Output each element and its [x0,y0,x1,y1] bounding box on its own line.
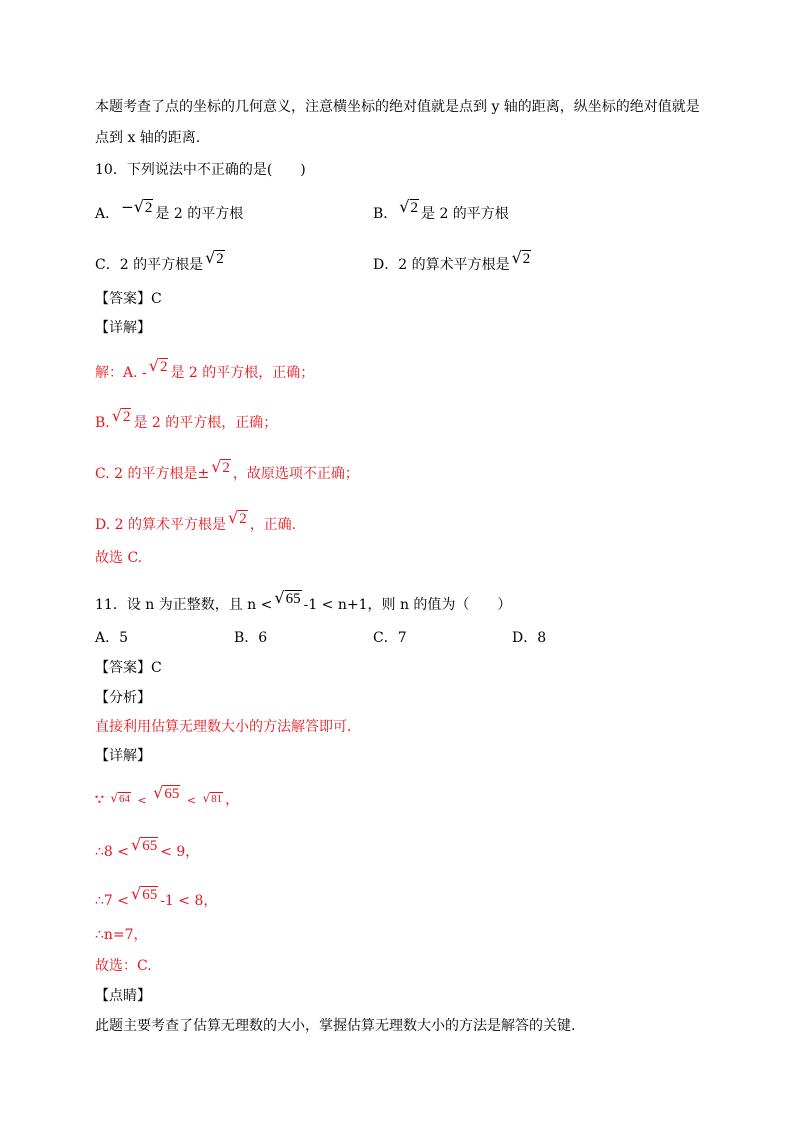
sqrt-expression: √2 [511,248,531,267]
sqrt-expression: √65 [131,884,158,903]
sqrt-expression: √2 [205,248,224,267]
q11-option-a: A．5 [95,630,129,646]
q11-option-b: B．6 [234,630,268,646]
q11-analysis: 直接利用估算无理数大小的方法解答即可. [95,719,352,735]
q11-analysis-heading: 【分析】 [95,690,151,706]
q11-option-c: C．7 [373,630,407,646]
sqrt-expression: √2 [227,508,247,527]
intro-line-1: 本题考查了点的坐标的几何意义，注意横坐标的绝对值就是点到 y 轴的距离，纵坐标的绝对值就是 [95,99,700,115]
q10-conclusion: 故选 C. [95,550,143,566]
q10-detail-b: B. √2 是 2 的平方根，正确； [95,406,278,431]
q11-option-d: D．8 [512,630,547,646]
sqrt-expression: √2 [399,197,418,216]
sqrt-expression: √81 [202,791,223,805]
q11-answer: 【答案】C [95,660,162,676]
q11-step-4: ∴n=7， [95,927,148,943]
q11-step-3: ∴7 < √65 -1 < 8， [95,884,218,909]
q10-stem: 10．下列说法中不正确的是( ) [95,162,306,178]
q10-answer: 【答案】C [95,291,162,307]
q11-comment-heading: 【点睛】 [95,988,151,1004]
sqrt-expression: √65 [153,783,180,802]
sqrt-expression: √2 [148,356,168,375]
q10-option-c: C．2 的平方根是 √2 [95,248,224,273]
q10-option-d: D．2 的算术平方根是 √2 [373,248,531,273]
q10-option-a: A． −√2 是 2 的平方根 [95,197,244,222]
sqrt-expression: √2 [211,457,230,476]
sqrt-expression: √65 [131,835,158,854]
q11-step-1: ∵ √64 < √65 < √81 ， [95,783,240,808]
sqrt-expression: √64 [110,791,131,805]
q10-detail-a: 解：A. - √2 是 2 的平方根，正确； [95,356,315,381]
q11-comment: 此题主要考查了估算无理数的大小，掌握估算无理数大小的方法是解答的关键. [95,1018,576,1034]
sqrt-expression: −√2 [121,197,153,216]
intro-line-2: 点到 x 轴的距离. [95,130,201,146]
sqrt-expression: √2 [111,406,131,425]
q11-step-5: 故选：C. [95,958,152,974]
q11-step-2: ∴8 < √65 < 9， [95,835,200,860]
q10-detail-d: D. 2 的算术平方根是 √2 ，正确. [95,508,297,533]
q11-detail-heading: 【详解】 [95,748,151,764]
q10-detail-heading: 【详解】 [95,320,151,336]
q10-detail-c: C. 2 的平方根是± √2 ，故原选项不正确； [95,457,359,482]
q11-stem: 11．设 n 为正整数，且 n < √65 -1 < n+1，则 n 的值为（ ） [95,588,512,613]
sqrt-expression: √65 [274,588,301,607]
q10-option-b: B． √2 是 2 的平方根 [373,197,509,222]
